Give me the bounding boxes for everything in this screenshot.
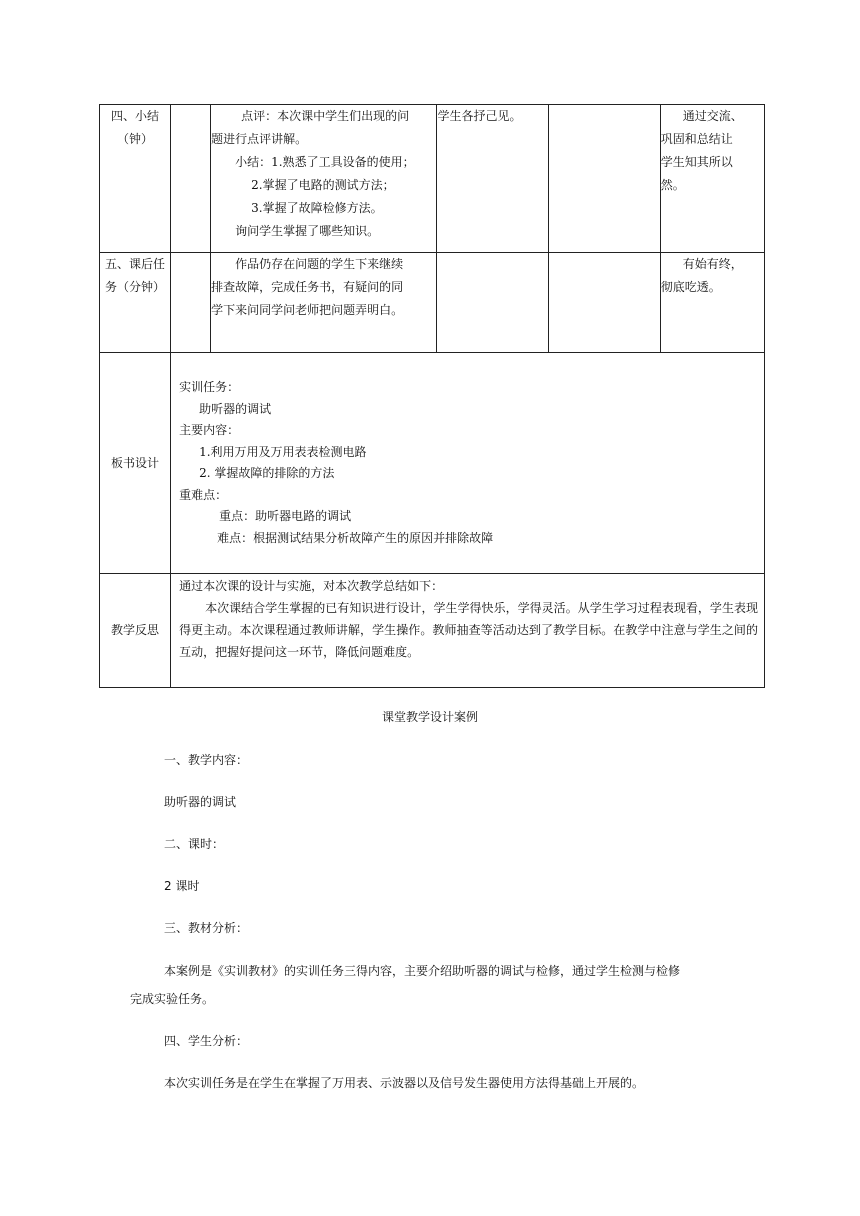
content-line: 小结：1.熟悉了工具设备的使用； bbox=[235, 155, 415, 169]
reflection-label: 教学反思 bbox=[100, 574, 171, 688]
stage-label: 五、课后任务（分钟） bbox=[105, 257, 166, 294]
reflection-line: 通过本次课的设计与实施，对本次教学总结如下： bbox=[179, 579, 444, 593]
intent-line: 然。 bbox=[660, 178, 685, 192]
board-line: 1.利用万用及万用表表检测电路 bbox=[199, 444, 367, 459]
content-line: 询问学生掌握了哪些知识。 bbox=[235, 224, 380, 238]
content-line: 作品仍存在问题的学生下来继续 bbox=[235, 257, 404, 271]
board-line: 重难点： bbox=[179, 487, 228, 502]
content-line: 2.掌握了电路的测试方法； bbox=[251, 178, 395, 192]
reflection-line: 本次课结合学生掌握的已有知识进行设计，学生学得快乐，学得灵活。从学生学习过程表现看，学生表现得更主动。本次课程通过教师讲解，学生操作。教师抽查等活动达到了教学目标。在教学中注意与学生之间的互动，把握好提问这一环节，降低问题难度。 bbox=[179, 601, 758, 659]
section-body: 本案例是《实训教材》的实训任务三得内容，主要介绍助听器的调试与检修，通过学生检测与检修 bbox=[164, 964, 681, 978]
empty-cell bbox=[548, 105, 660, 253]
design-intent-cell bbox=[660, 253, 764, 353]
board-design-label: 板书设计 bbox=[100, 353, 171, 574]
board-line: 难点：根据测试结果分析故障产生的原因并排除故障 bbox=[217, 530, 494, 545]
stage-cell bbox=[100, 253, 171, 353]
section-heading: 二、课时： bbox=[164, 837, 225, 851]
teacher-activity-cell bbox=[211, 105, 437, 253]
section-body: 助听器的调试 bbox=[164, 795, 237, 809]
empty-cell bbox=[548, 253, 660, 353]
board-line: 2. 掌握故障的排除的方法 bbox=[199, 466, 335, 480]
teacher-activity-cell bbox=[211, 253, 437, 353]
stage-cell bbox=[100, 105, 171, 253]
intent-line: 彻底吃透。 bbox=[660, 280, 721, 294]
student-activity-cell bbox=[437, 253, 548, 353]
student-activity-cell bbox=[437, 105, 548, 253]
section-heading: 四、学生分析： bbox=[164, 1034, 249, 1048]
content-line: 学下来问同学问老师把问题弄明白。 bbox=[211, 303, 404, 317]
content-line: 题进行点评讲解。 bbox=[211, 132, 308, 146]
intent-line: 学生知其所以 bbox=[660, 155, 733, 169]
section-body: 2 课时 bbox=[164, 879, 200, 893]
content-line: 排查故障，完成任务书，有疑问的同 bbox=[211, 280, 404, 294]
intent-line: 有始有终， bbox=[682, 257, 743, 271]
content-line: 点评：本次课中学生们出现的问 bbox=[241, 109, 410, 123]
board-line: 主要内容： bbox=[179, 423, 240, 437]
table-row bbox=[100, 574, 765, 688]
stage-label: 四、小结（钟） bbox=[111, 109, 160, 146]
board-line: 重点：助听器电路的调试 bbox=[219, 509, 352, 523]
board-line: 助听器的调试 bbox=[199, 401, 272, 416]
board-line: 实训任务： bbox=[179, 380, 240, 394]
reflection-content bbox=[171, 574, 765, 688]
section-heading: 三、教材分析： bbox=[164, 921, 249, 935]
content-line: 3.掌握了故障检修方法。 bbox=[251, 201, 383, 215]
student-text: 学生各抒己见。 bbox=[437, 109, 522, 123]
intent-line: 巩固和总结让 bbox=[660, 132, 733, 146]
table-row bbox=[100, 353, 765, 574]
section-heading: 一、教学内容： bbox=[164, 753, 249, 767]
section-body: 完成实验任务。 bbox=[130, 992, 215, 1006]
design-intent-cell bbox=[660, 105, 764, 253]
case-title: 课堂教学设计案例 bbox=[381, 710, 478, 724]
table-row bbox=[100, 253, 765, 353]
empty-cell bbox=[171, 253, 211, 353]
lesson-plan-table bbox=[99, 104, 765, 688]
section-body: 本次实训任务是在学生在掌握了万用表、示波器以及信号发生器使用方法得基础上开展的。 bbox=[164, 1076, 645, 1090]
table-row bbox=[100, 105, 765, 253]
empty-cell bbox=[171, 105, 211, 253]
board-design-content bbox=[171, 353, 765, 574]
intent-line: 通过交流、 bbox=[682, 109, 743, 123]
